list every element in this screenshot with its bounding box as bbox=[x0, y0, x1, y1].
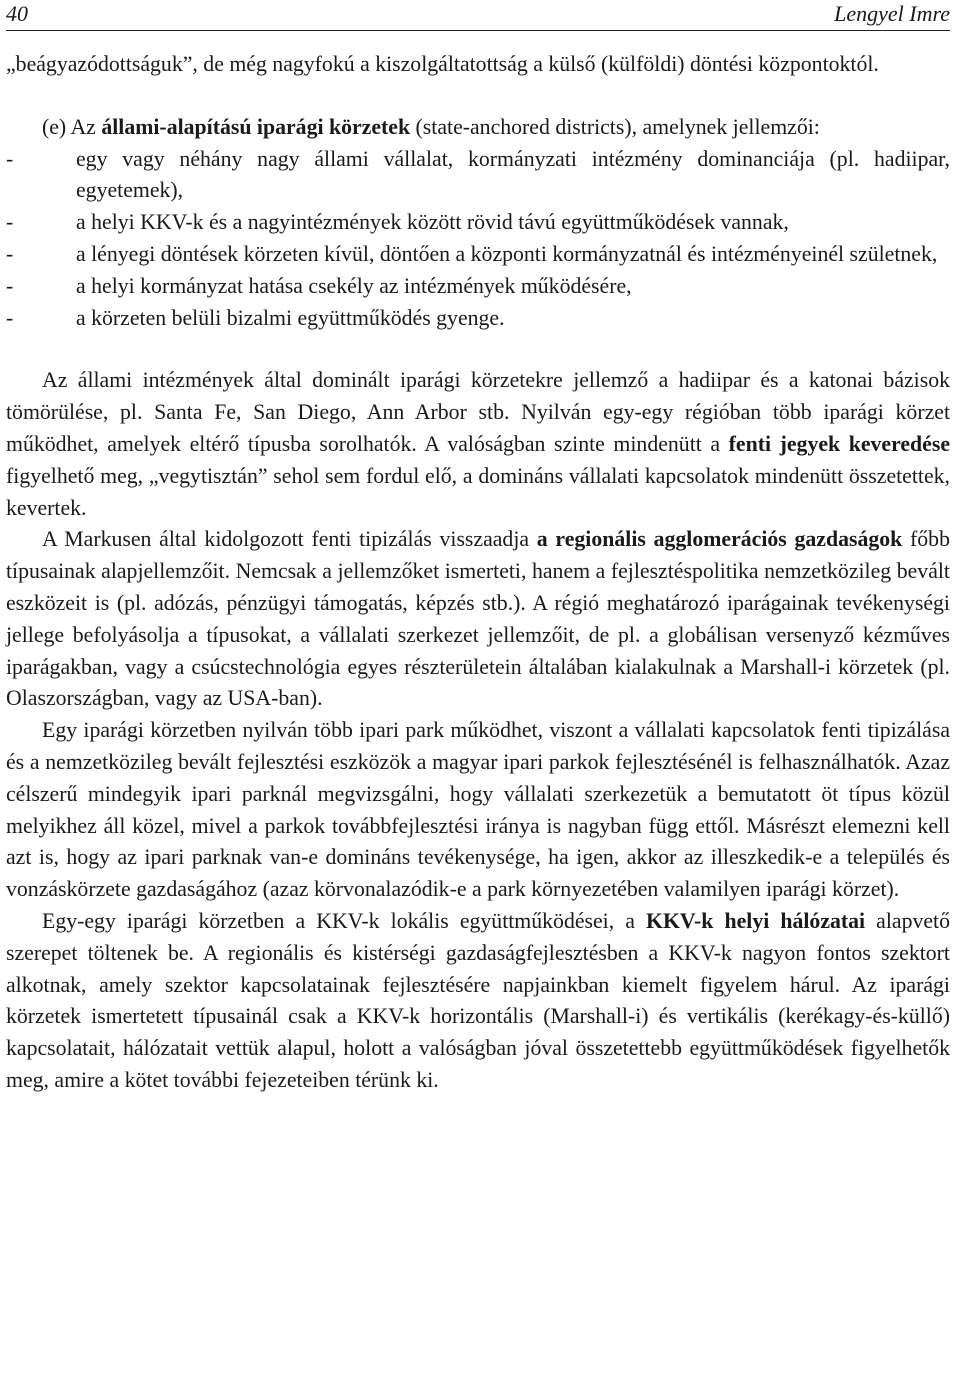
list-item: - a helyi KKV-k és a nagyintézmények között rövid távú együttműködések vannak, bbox=[6, 210, 789, 235]
paragraph: Egy iparági körzetben nyilván több ipari park működhet, viszont a vállalati kapcsolatok fenti tipizálása és a nemzetközileg bevált fejlesztési eszközök a magyar ipari parkok fejlesztésénél is felhasználhatók. Azaz célszerű mindegyik ipari parknál megvizsgálni, hogy vállalati szerkezetük a bemutatott öt típus közül melyikhez áll közel, mivel a parkok továbbfejlesztési iránya is nagyban függ ettől. Másrészt elemezni kell azt is, hogy az ipari parknak van-e domináns tevékenysége, ha igen, akkor az illeszkedik-e a település és vonzáskörzete gazdaságához (azaz körvonalazódik-e a park környezetében valamilyen iparági körzet). bbox=[6, 718, 950, 902]
page-number: 40 bbox=[6, 1, 28, 26]
bold-term: fenti jegyek keveredése bbox=[728, 431, 951, 456]
running-header bbox=[6, 0, 950, 31]
list-item: - egy vagy néhány nagy állami vállalat, kormányzati intézmény dominanciája (pl. hadiipar, egyetemek), bbox=[6, 146, 950, 203]
characteristics-list bbox=[6, 144, 950, 335]
running-header-author: Lengyel Imre bbox=[834, 1, 950, 26]
paragraph: Az állami intézmények által dominált iparági körzetekre jellemző a hadiipar és a katonai bázisok tömörülése, pl. Santa Fe, San Diego, Ann Arbor stb. Nyilván egy-egy régióban több iparági körzet működhet, amelyek eltérő típusba sorolhatók. A valóságban szinte mindenütt a fenti jegyek keveredése figyelhető meg, „vegytisztán” sehol sem fordul elő, a domináns vállalati kapcsolatok mindenütt összetettek, kevertek. bbox=[6, 368, 951, 520]
bold-term: KKV-k helyi hálózatai bbox=[646, 908, 866, 933]
list-item: - a körzeten belüli bizalmi együttműködés gyenge. bbox=[6, 305, 505, 330]
document-page bbox=[6, 0, 950, 1097]
paragraph: A Markusen által kidolgozott fenti tipizálás visszaadja a regionális agglomerációs gazdaságok főbb típusainak alapjellemzőit. Nemcsak a jellemzőket ismerteti, hanem a fejlesztéspolitika nemzetközileg bevált eszközeit is (pl. adózás, pénzügyi támogatás, képzés stb.). A régió meghatározó iparágainak tevékenységi jellege befolyásolja a típusokat, a vállalati szerkezet jellemzőit, de pl. a globálisan versenyző kézműves iparágakban, vagy a csúcstechnológia egyes részterületein általában kialakulnak a Marshall-i körzetek (pl. Olaszországban, vagy az USA-ban). bbox=[6, 527, 950, 711]
bold-term: állami-alapítású iparági körzetek bbox=[101, 114, 411, 139]
document-body bbox=[6, 49, 950, 1097]
paragraph: Egy-egy iparági körzetben a KKV-k lokális együttműködései, a KKV-k helyi hálózatai alapvető szerepet töltenek be. A regionális és kistérségi gazdaságfejlesztésben a KKV-k nagyon fontos szektort alkotnak, amely szektor kapcsolatainak fejlesztésére napjainkban kiemelt figyelem hárul. Az iparági körzetek ismertetett típusainál csak a KKV-k horizontális (Marshall-i) és vertikális (kerékagy-és-küllő) kapcsolatait, hálózatait vettük alapul, holott a valóságban jóval összetettebb együttműködések figyelhetők meg, amire a kötet további fejezeteiben térünk ki. bbox=[6, 908, 950, 1092]
list-item: - a helyi kormányzat hatása csekély az intézmények működésére, bbox=[6, 273, 632, 298]
paragraph: (e) Az állami-alapítású iparági körzetek (state-anchored districts), amelynek jellemzői: bbox=[42, 114, 820, 139]
list-item: - a lényegi döntések körzeten kívül, döntően a központi kormányzatnál és intézményeinél születnek, bbox=[6, 241, 938, 266]
paragraph: „beágyazódottságuk”, de még nagyfokú a kiszolgáltatottság a külső (külföldi) döntési központoktól. bbox=[6, 52, 879, 76]
bold-term: a regionális agglomerációs gazdaságok bbox=[536, 527, 903, 552]
